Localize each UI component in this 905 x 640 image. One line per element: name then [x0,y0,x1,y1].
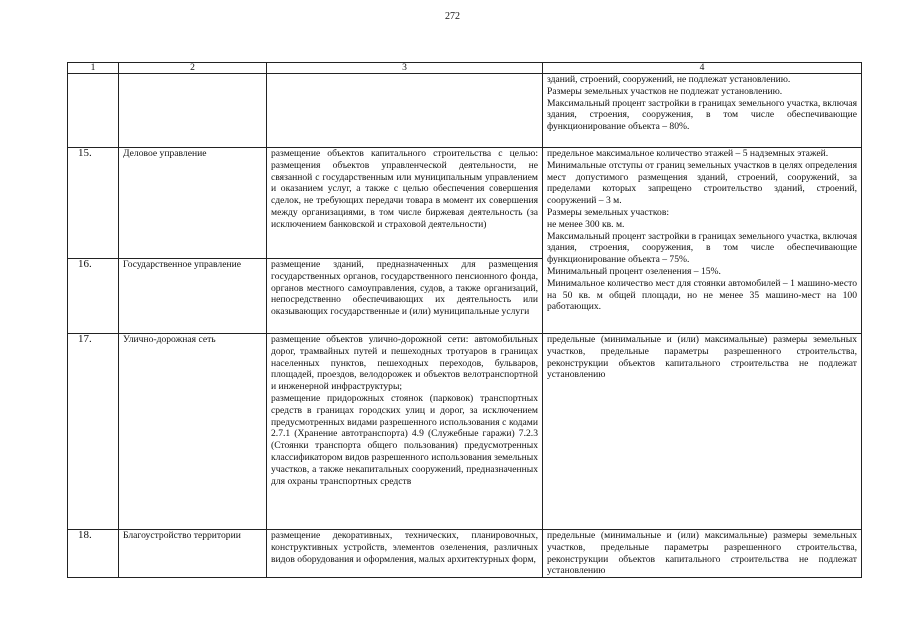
row-number: 17. [68,334,119,530]
param-line: зданий, строений, сооружений, не подлежат установлению. [547,74,791,85]
cell-empty [68,74,119,148]
row-number: 16. [68,259,119,334]
use-description [267,334,543,530]
use-description: размещение зданий, предназначенных для размещения государственных органов, государственного пенсионного фонда, органов местного самоуправления, судов, а также организаций, непосредственно обеспечивающих их деятельность или оказывающих государственные и (или) муниципальные услуги [267,259,543,334]
column-header: 2 [119,63,267,74]
param-line: Размеры земельных участков: [547,206,670,218]
column-header: 1 [68,63,119,74]
use-description: размещение объектов капитального строительства с целью: размещения объектов управленческой деятельности, не связанной с государственным или муниципальным управлением и оказанием услуг, а также с целью обеспечения совершения сделок, не требующих передачи товара в момент их совершения между организациями, в том числе биржевая деятельность (за исключением банковской и страховой деятельности) [267,148,543,259]
column-header: 4 [543,63,862,74]
cell-empty [267,74,543,148]
table-row-continuation [68,74,862,148]
use-name: Благоустройство территории [119,530,267,578]
continuation-params [543,74,862,148]
param-line: не менее 300 кв. м. [547,218,625,230]
description-paragraph: размещение придорожных стоянок (парковок) транспортных средств в границах городских улиц и дорог, за исключением предусмотренных видами разрешенного использования с кодами 2.7.1 (Хранение автотранспорта) 4.9 (Служебные гаражи) 7.2.3 (Стоянки транспорта общего пользования) предусмотренных классификатором видов разрешенного использования земельных участков, а также некапитальных сооружений, предназначенных для охраны транспортных средств [271,392,538,487]
use-params: предельные (минимальные и (или) максимальные) размеры земельных участков, предельные параметры разрешенного строительства, реконструкции объектов капитального строительства не подлежат установлению [543,530,862,578]
param-line: предельное максимальное количество этажей – 5 надземных этажей. [547,148,829,159]
use-name: Деловое управление [119,148,267,259]
row-number: 15. [68,148,119,259]
table-row-15 [68,148,862,259]
description-paragraph: размещение объектов улично-дорожной сети: автомобильных дорог, трамвайных путей и пешеходных тротуаров в границах населенных пунктов, пешеходных переходов, бульваров, площадей, проездов, велодорожек и объектов велотранспортной и инженерной инфраструктуры; [271,334,538,393]
shared-params [543,148,862,334]
param-line: Размеры земельных участков не подлежат установлению. [547,85,783,97]
land-use-table [67,62,862,578]
use-name: Улично-дорожная сеть [119,334,267,530]
use-name: Государственное управление [119,259,267,334]
param-line: Минимальное количество мест для стоянки автомобилей – 1 машино-место на 50 кв. м общей площади, но не менее 35 машино-мест на 100 работающих. [547,277,857,313]
param-line: Максимальный процент застройки в границах земельного участка, включая здания, строения, сооружения, в том числе обеспечивающие функционирование объекта – 75%. [547,230,857,266]
row-number: 18. [68,530,119,578]
column-header: 3 [267,63,543,74]
table-row-17 [68,334,862,530]
use-description: размещение декоративных, технических, планировочных, конструктивных устройств, элементов озеленения, различных видов оборудования и оформления, малых архитектурных форм, [267,530,543,578]
param-line: Минимальный процент озеленения – 15%. [547,265,721,277]
cell-empty [119,74,267,148]
page-number: 272 [445,11,460,22]
table-row-18 [68,530,862,578]
param-line: Максимальный процент застройки в границах земельного участка, включая здания, строения, сооружения, в том числе обеспечивающие функционирование объекта – 80%. [547,97,857,133]
table-header-row [68,63,862,74]
param-line: Минимальные отступы от границ земельных участков в целях определения мест допустимого размещения зданий, строений, сооружений, за пределами которых запрещено строительство зданий, строений, сооружений – 3 м. [547,159,857,207]
use-params: предельные (минимальные и (или) максимальные) размеры земельных участков, предельные параметры разрешенного строительства, реконструкции объектов капитального строительства не подлежат установлению [543,334,862,530]
